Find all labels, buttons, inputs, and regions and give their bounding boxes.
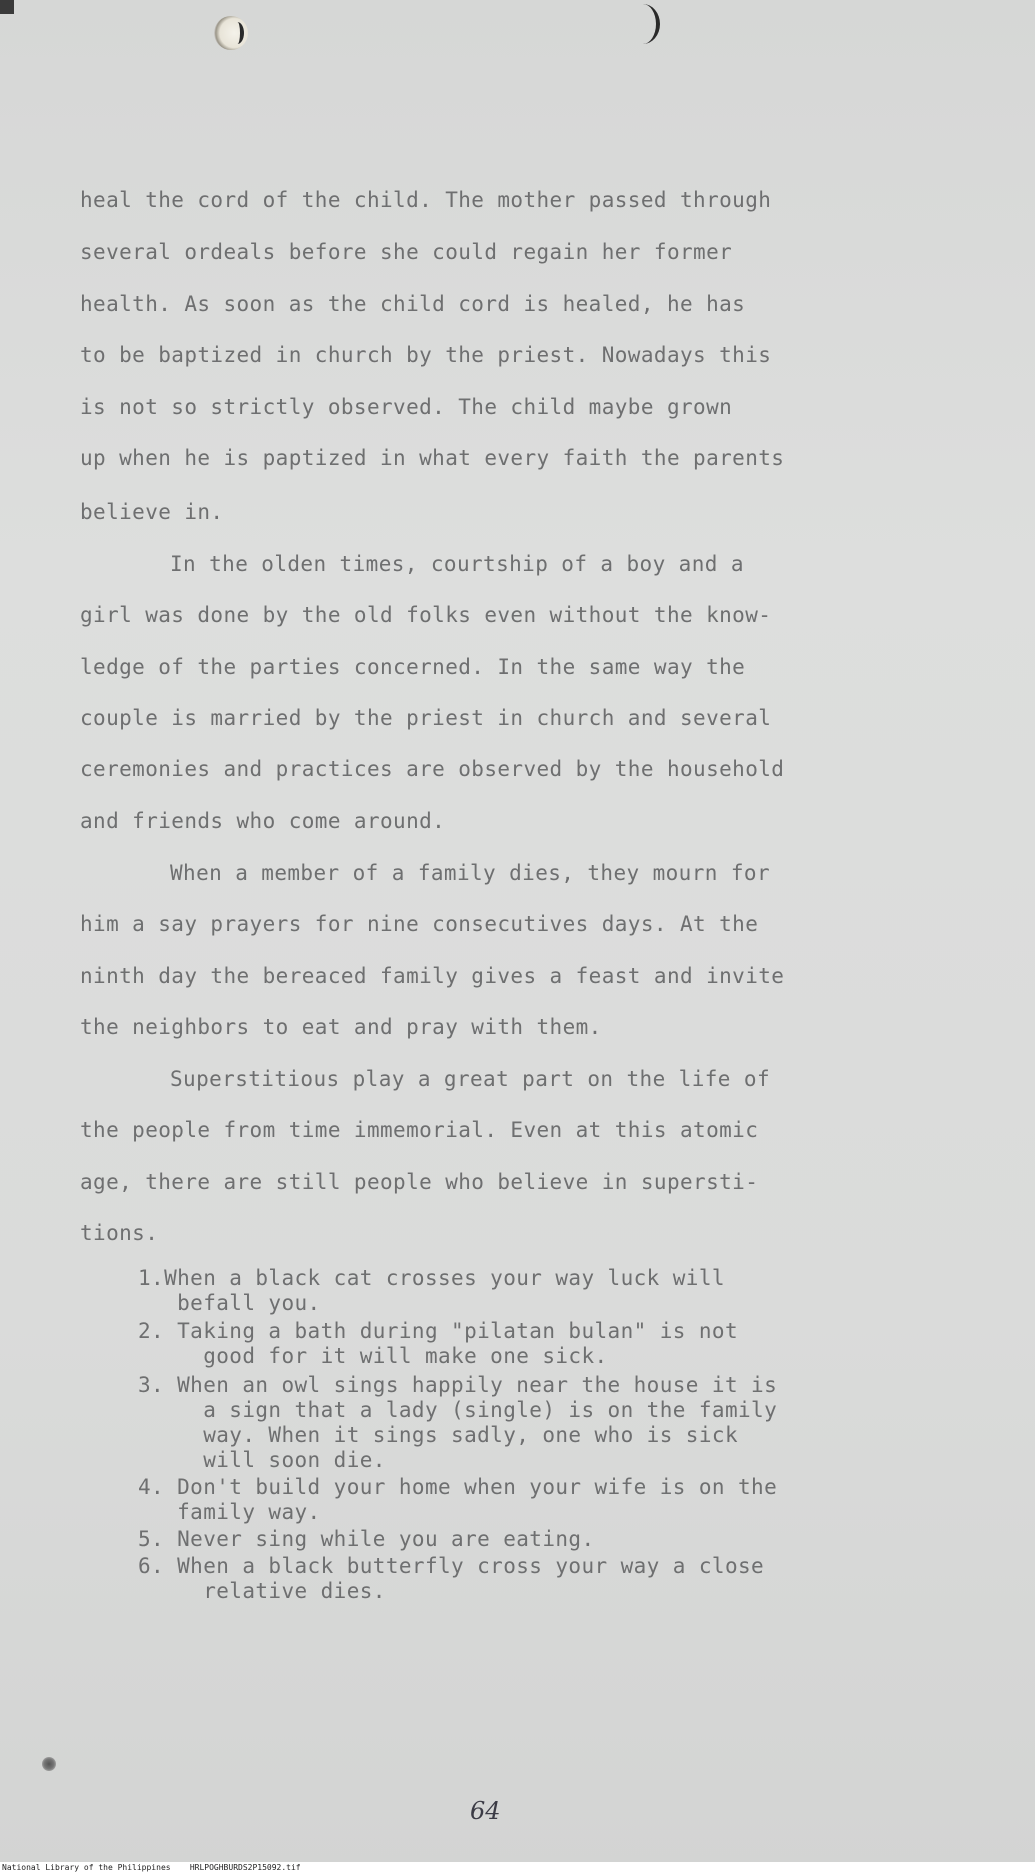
body-line: is not so strictly observed. The child maybe grown [80,395,733,419]
body-line: ninth day the bereaced family gives a feast and invite [80,964,785,988]
list-item-line: good for it will make one sick. [138,1344,608,1368]
scan-edge [0,0,14,14]
body-line: him a say prayers for nine consecutives days. At the [80,912,759,936]
list-item-line: way. When it sings sadly, one who is sick [138,1423,738,1447]
body-line: the people from time immemorial. Even at this atomic [80,1118,759,1142]
body-line: and friends who come around. [80,809,446,833]
body-line: believe in. [80,500,224,524]
body-line: tions. [80,1221,159,1245]
body-line: ledge of the parties concerned. In the same way the [80,655,746,679]
list-item-line: 6. When a black butterfly cross your way a close [138,1554,765,1578]
list-item-line: 3. When an owl sings happily near the house it is [138,1373,778,1397]
body-line: heal the cord of the child. The mother passed through [80,188,772,212]
scan-footer: National Library of the Philippines HRLPOGHBURDS2P15092.tif [2,1863,301,1872]
body-line: the neighbors to eat and pray with them. [80,1015,602,1039]
body-line: up when he is paptized in what every faith the parents [80,446,785,470]
body-line: several ordeals before she could regain her former [80,240,733,264]
list-item-line: 4. Don't build your home when your wife is on the [138,1475,778,1499]
body-line: girl was done by the old folks even without the know- [80,603,772,627]
list-item-line: 5. Never sing while you are eating. [138,1527,595,1551]
list-item-line: family way. [138,1500,321,1524]
body-line: to be baptized in church by the priest. Nowadays this [80,343,772,367]
body-line: age, there are still people who believe in supersti- [80,1170,759,1194]
list-item-line: befall you. [138,1291,321,1315]
body-line: health. As soon as the child cord is healed, he has [80,292,746,316]
page-number: 64 [470,1797,501,1825]
body-line: ceremonies and practices are observed by the household [80,757,785,781]
punch-hole-left [214,16,248,50]
list-item-line: relative dies. [138,1579,386,1603]
list-item-line: a sign that a lady (single) is on the family [138,1398,778,1422]
list-item-line: 1.When a black cat crosses your way luck will [138,1266,725,1290]
body-line: Superstitious play a great part on the life of [170,1067,770,1091]
punch-hole-right [626,4,660,44]
body-line: When a member of a family dies, they mourn for [170,861,770,885]
list-item-line: 2. Taking a bath during "pilatan bulan" is not [138,1319,738,1343]
body-line: In the olden times, courtship of a boy and a [170,552,744,576]
body-line: couple is married by the priest in church and several [80,706,772,730]
list-item-line: will soon die. [138,1448,386,1472]
ink-smudge [42,1757,56,1771]
